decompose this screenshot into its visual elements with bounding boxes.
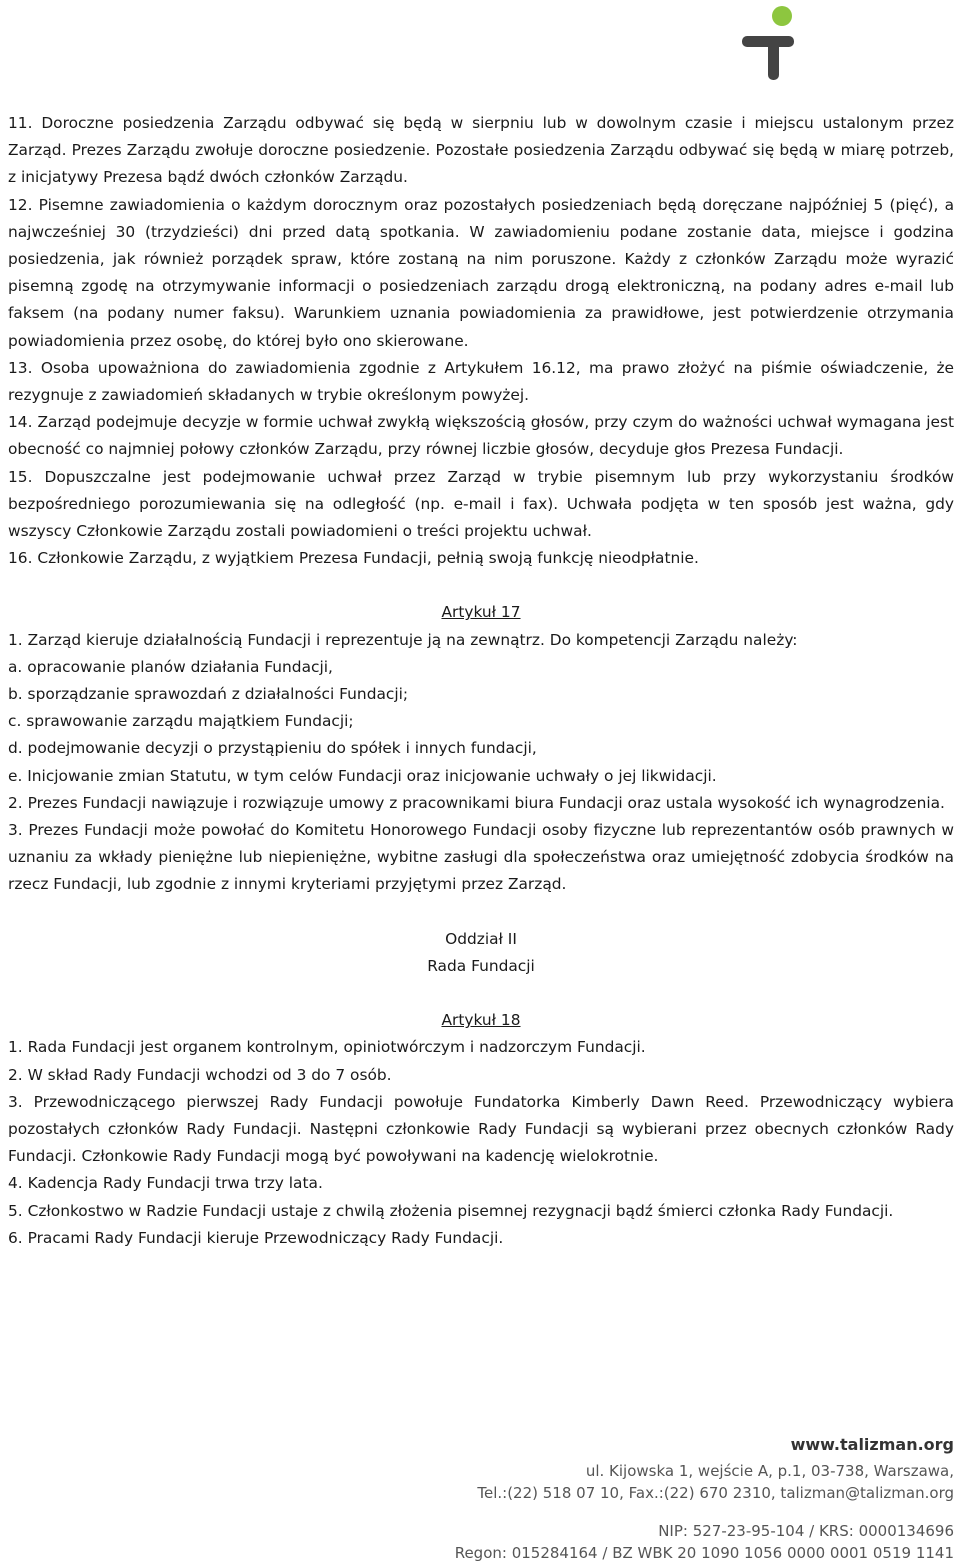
article-18-item-6: 6. Pracami Rady Fundacji kieruje Przewodniczący Rady Fundacji. bbox=[8, 1228, 504, 1247]
article-18-item-2: 2. W skład Rady Fundacji wchodzi od 3 do 7 osób. bbox=[8, 1065, 392, 1084]
article-17-item-c: c. sprawowanie zarządu majątkiem Fundacji; bbox=[8, 712, 354, 731]
logo-mark-icon bbox=[742, 2, 802, 82]
article-17-item-a: a. opracowanie planów działania Fundacji, bbox=[8, 657, 333, 676]
footer-address: ul. Kijowska 1, wejście A, p.1, 03-738, Warszawa, bbox=[585, 1462, 954, 1480]
article-17-item-d: d. podejmowanie decyzji o przystąpieniu do spółek i innych fundacji, bbox=[8, 739, 537, 758]
footer bbox=[455, 1434, 954, 1564]
section-subheading: Rada Fundacji bbox=[427, 956, 535, 975]
article-18-item-1: 1. Rada Fundacji jest organem kontrolnym, opiniotwórczym i nadzorczym Fundacji. bbox=[8, 1038, 646, 1057]
footer-contact: Tel.:(22) 518 07 10, Fax.:(22) 670 2310, talizman@talizman.org bbox=[477, 1484, 954, 1502]
article-18-item-3: 3. Przewodniczącego pierwszej Rady Fundacji powołuje Fundatorka Kimberly Dawn Reed. Przewodniczący wybiera pozostałych członków Rady Fundacji. Następni członkowie Rady Fundacji są wybierani przez obecnych członków Rady Fundacji. Członkowie Rady Fundacji mogą być powoływani na kadencję wielokrotnie. bbox=[8, 1092, 954, 1166]
article-18-heading: Artykuł 18 bbox=[441, 1011, 521, 1030]
footer-nip-krs: NIP: 527-23-95-104 / KRS: 0000134696 bbox=[658, 1522, 954, 1540]
paragraph-14: 14. Zarząd podejmuje decyzje w formie uchwał zwykłą większością głosów, przy czym do ważności uchwał wymagana jest obecność co najmniej połowy członków Zarządu, przy równej liczbie głosów, decyduje głos Prezesa Fundacji. bbox=[8, 413, 954, 459]
paragraph-12: 12. Pisemne zawiadomienia o każdym dorocznym oraz pozostałych posiedzeniach będą doręczane najpóźniej 5 (pięć), a najwcześniej 30 (trzydzieści) dni przed datą spotkania. W zawiadomieniu podane zostanie data, miejsce i godzina posiedzenia, jak również porządek spraw, które zostaną na nim poruszone. Każdy z członków Zarządu może wyrazić pisemną zgodę na otrzymywanie informacji o posiedzeniach zarządu drogą elektroniczną, na podany adres e-mail lub faksem (na podany numer faksu). Warunkiem uznania powiadomienia za prawidłowe, jest potwierdzenie otrzymania powiadomienia przez osobę, do której było ono skierowane. bbox=[8, 195, 954, 350]
paragraph-16: 16. Członkowie Zarządu, z wyjątkiem Prezesa Fundacji, pełnią swoją funkcję nieodpłatnie. bbox=[8, 549, 699, 568]
talizman-logo bbox=[560, 0, 960, 112]
paragraph-11: 11. Doroczne posiedzenia Zarządu odbywać się będą w sierpniu lub w dowolnym czasie i miejscu ustalonym przez Zarząd. Prezes Zarządu zwołuje doroczne posiedzenie. Pozostałe posiedzenia Zarządu odbywać się będą w miarę potrzeb, z inicjatywy Prezesa bądź dwóch członków Zarządu. bbox=[8, 114, 954, 187]
paragraph-15: 15. Dopuszczalne jest podejmowanie uchwał przez Zarząd w trybie pisemnym lub przy wykorzystaniu środków bezpośredniego porozumiewania się na odległość (np. e-mail i fax). Uchwała podjęta w ten sposób jest ważna, gdy wszyscy Członkowie Zarządu zostali powiadomieni o treści projektu uchwał. bbox=[8, 467, 954, 541]
article-18-item-4: 4. Kadencja Rady Fundacji trwa trzy lata. bbox=[8, 1174, 323, 1193]
article-18-item-5: 5. Członkostwo w Radzie Fundacji ustaje z chwilą złożenia pisemnej rezygnacji bądź śmierci członka Rady Fundacji. bbox=[8, 1201, 894, 1220]
document-body bbox=[8, 110, 954, 1252]
footer-url[interactable]: www.talizman.org bbox=[790, 1435, 954, 1454]
paragraph-13: 13. Osoba upoważniona do zawiadomienia zgodnie z Artykułem 16.12, ma prawo złożyć na piśmie oświadczenie, że rezygnuje z zawiadomień składanych w trybie określonym powyżej. bbox=[8, 358, 954, 405]
article-17-item-b: b. sporządzanie sprawozdań z działalności Fundacji; bbox=[8, 685, 409, 704]
section-heading: Oddział II bbox=[445, 929, 517, 948]
footer-regon-bank: Regon: 015284164 / BZ WBK 20 1090 1056 0000 0001 0519 1141 bbox=[454, 1544, 954, 1562]
article-17-item-e: e. Inicjowanie zmian Statutu, w tym celów Fundacji oraz inicjowanie uchwały o jej likwidacji. bbox=[8, 766, 717, 785]
article-17-item-2: 2. Prezes Fundacji nawiązuje i rozwiązuje umowy z pracownikami biura Fundacji oraz ustala wysokość ich wynagrodzenia. bbox=[8, 793, 945, 812]
article-17-item-3: 3. Prezes Fundacji może powołać do Komitetu Honorowego Fundacji osoby fizyczne lub reprezentantów osób prawnych w uznaniu za wkłady pieniężne lub niepieniężne, wybitne zasługi dla społeczeństwa oraz umiejętność zdobycia środków na rzecz Fundacji, lub zgodnie z innymi kryteriami przyjętymi przez Zarząd. bbox=[8, 821, 954, 894]
article-17-heading: Artykuł 17 bbox=[441, 603, 521, 622]
article-17-item-1: 1. Zarząd kieruje działalnością Fundacji i reprezentuje ją na zewnątrz. Do kompetencji Zarządu należy: bbox=[8, 630, 798, 649]
